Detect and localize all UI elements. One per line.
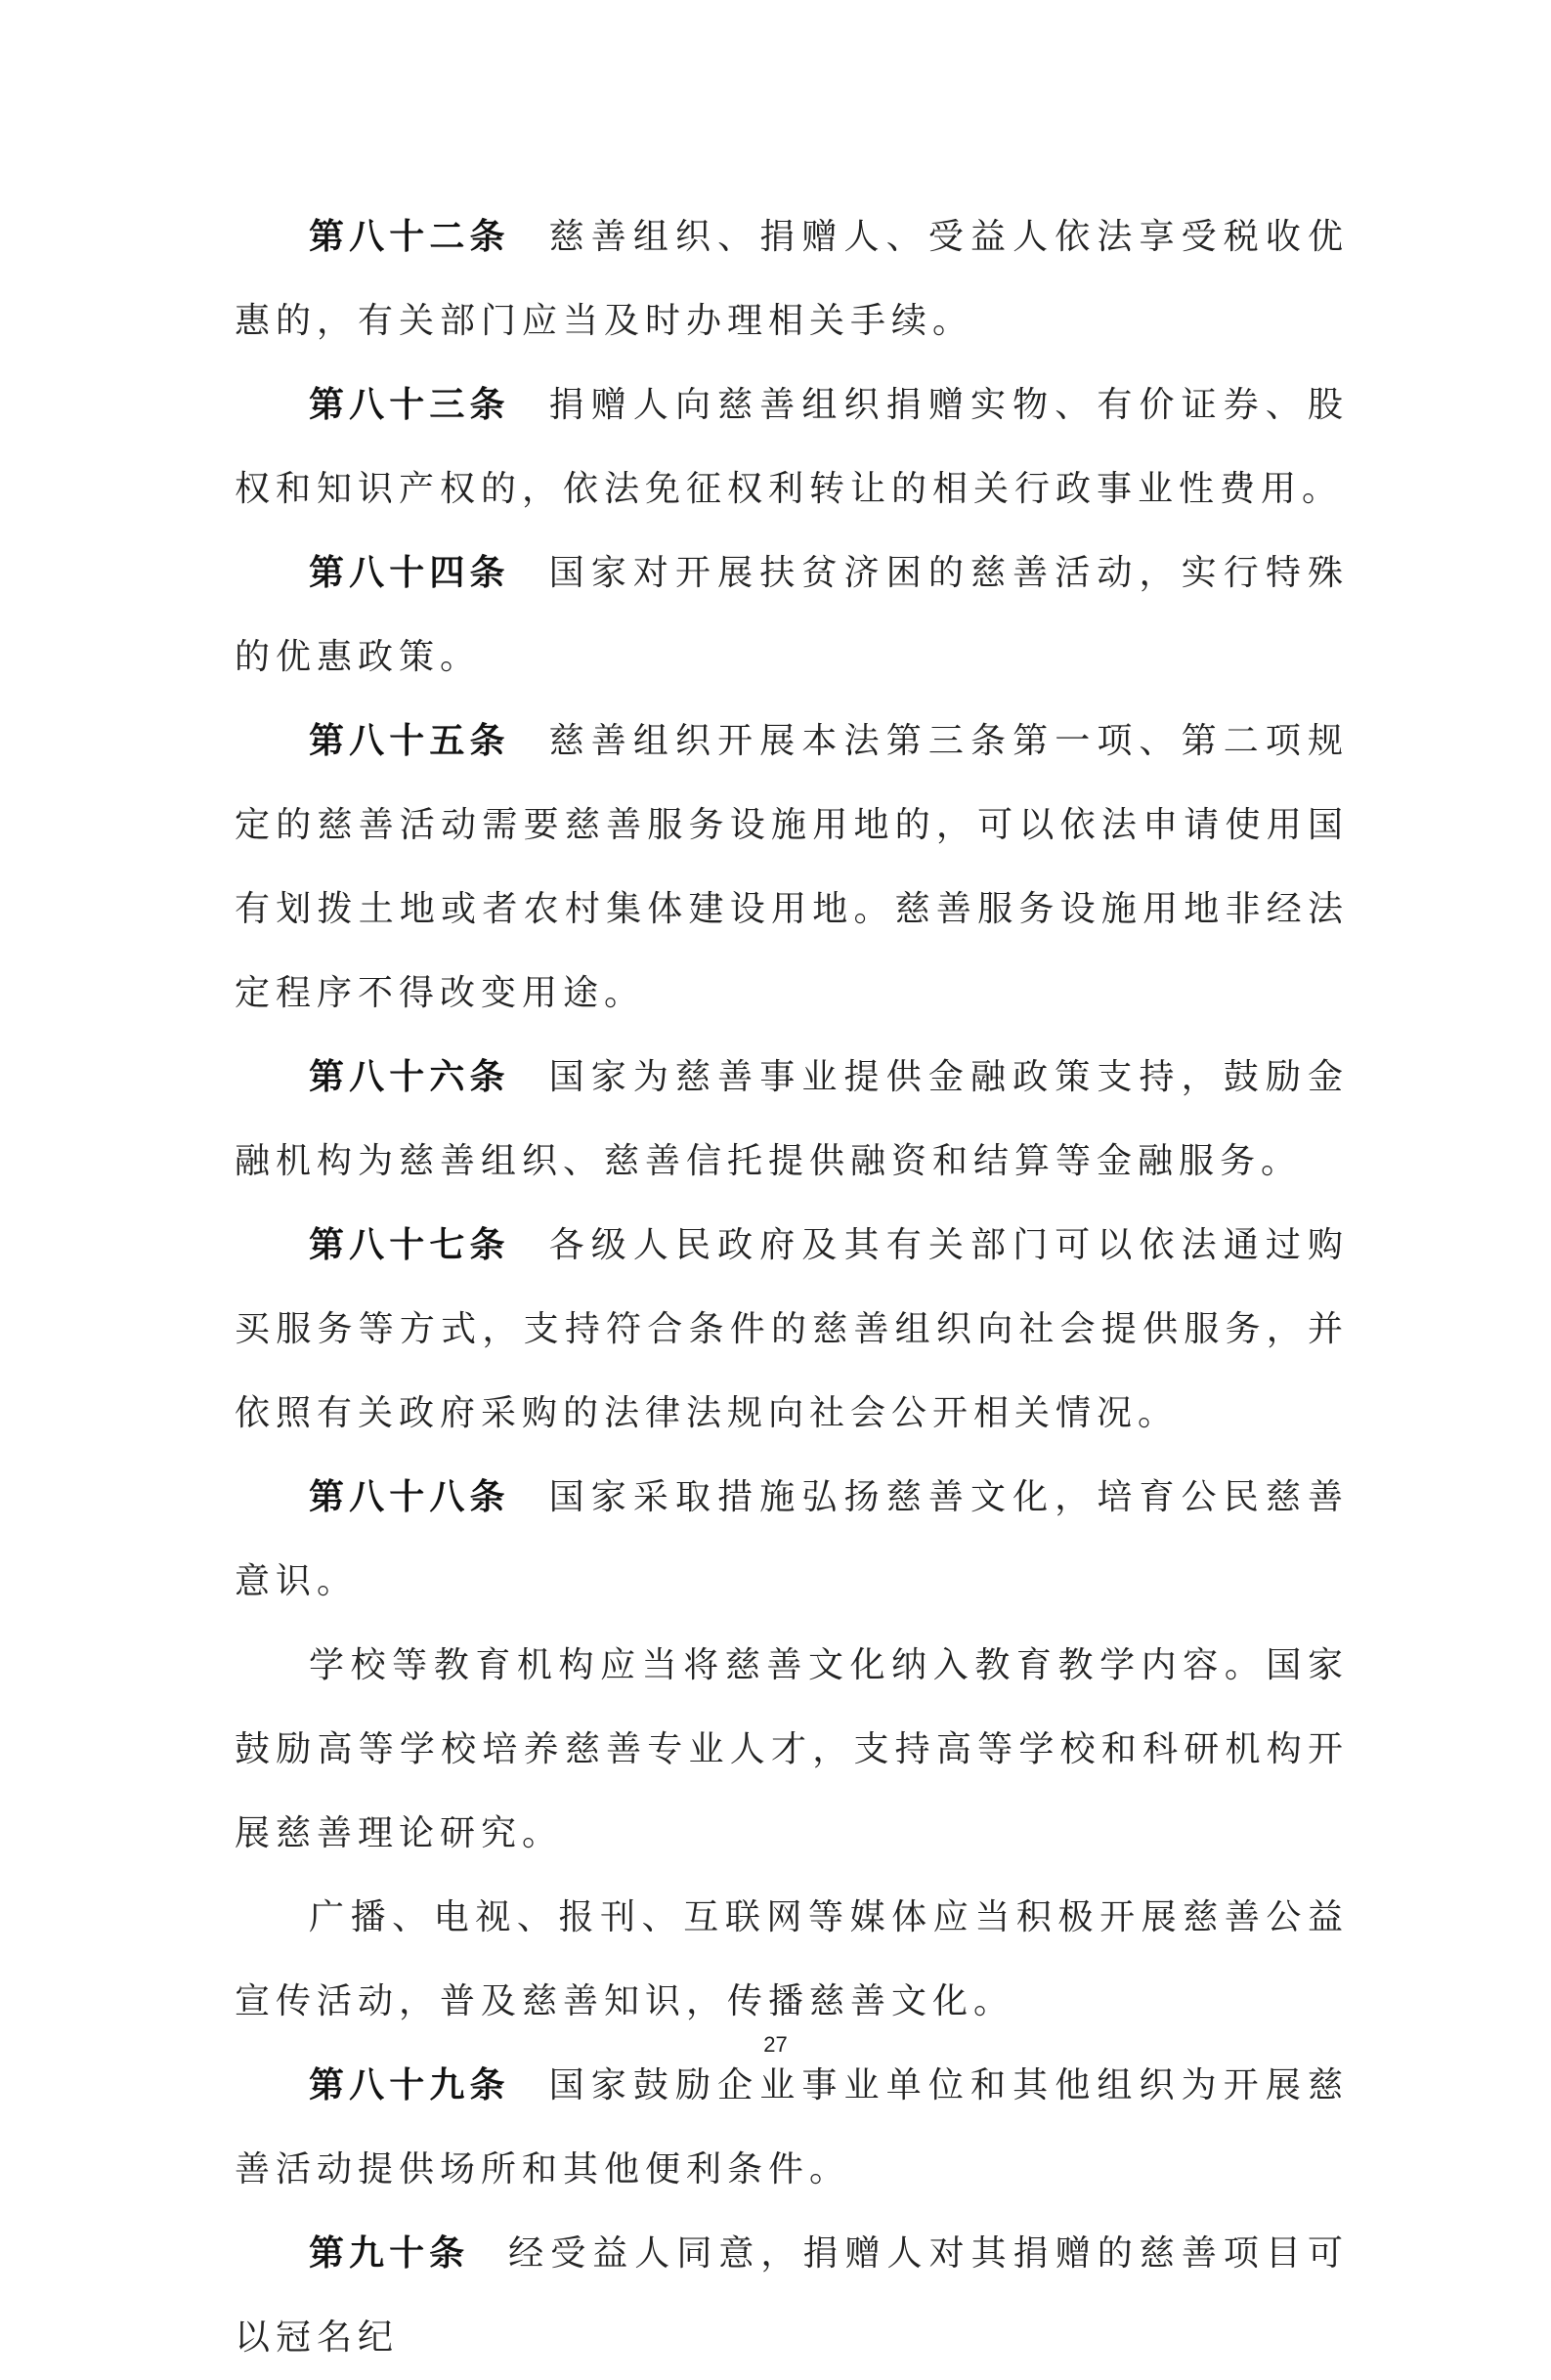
article-label: 第八十三条 bbox=[309, 385, 510, 425]
article-text: 国家对开展扶贫济困的慈善活动，实行特殊的优惠政策。 bbox=[235, 553, 1349, 677]
page-number: 27 bbox=[763, 2032, 788, 2057]
article-text: 国家鼓励企业事业单位和其他组织为开展慈善活动提供场所和其他便利条件。 bbox=[235, 2065, 1349, 2189]
article-label: 第八十七条 bbox=[309, 1225, 510, 1265]
article-88 bbox=[235, 1456, 1349, 1624]
article-89 bbox=[235, 2044, 1349, 2212]
article-text: 慈善组织、捐赠人、受益人依法享受税收优惠的，有关部门应当及时办理相关手续。 bbox=[235, 217, 1349, 341]
article-88-paragraph-3 bbox=[235, 1876, 1349, 2044]
paragraph-text: 学校等教育机构应当将慈善文化纳入教育教学内容。国家鼓励高等学校培养慈善专业人才，支持高等学校和科研机构开展慈善理论研究。 bbox=[235, 1645, 1349, 1853]
article-text: 慈善组织开展本法第三条第一项、第二项规定的慈善活动需要慈善服务设施用地的，可以依法申请使用国有划拨土地或者农村集体建设用地。慈善服务设施用地非经法定程序不得改变用途。 bbox=[235, 721, 1349, 1013]
article-text: 国家采取措施弘扬慈善文化，培育公民慈善意识。 bbox=[235, 1477, 1349, 1601]
article-text: 各级人民政府及其有关部门可以依法通过购买服务等方式，支持符合条件的慈善组织向社会提供服务，并依照有关政府采购的法律法规向社会公开相关情况。 bbox=[235, 1225, 1349, 1433]
article-84 bbox=[235, 531, 1349, 700]
article-label: 第八十五条 bbox=[309, 721, 510, 761]
article-label: 第八十九条 bbox=[309, 2065, 510, 2105]
article-text: 经受益人同意，捐赠人对其捐赠的慈善项目可以冠名纪 bbox=[235, 2233, 1349, 2358]
article-90 bbox=[235, 2212, 1349, 2380]
article-label: 第九十条 bbox=[309, 2233, 470, 2274]
paragraph-text: 广播、电视、报刊、互联网等媒体应当积极开展慈善公益宣传活动，普及慈善知识，传播慈善文化。 bbox=[235, 1897, 1349, 2021]
article-82 bbox=[235, 195, 1349, 363]
article-label: 第八十四条 bbox=[309, 553, 510, 593]
article-88-paragraph-2 bbox=[235, 1624, 1349, 1876]
article-85 bbox=[235, 700, 1349, 1036]
article-text: 捐赠人向慈善组织捐赠实物、有价证券、股权和知识产权的，依法免征权利转让的相关行政事业性费用。 bbox=[235, 385, 1349, 509]
article-label: 第八十八条 bbox=[309, 1477, 510, 1517]
article-label: 第八十二条 bbox=[309, 217, 510, 257]
article-83 bbox=[235, 363, 1349, 531]
article-text: 国家为慈善事业提供金融政策支持，鼓励金融机构为慈善组织、慈善信托提供融资和结算等金融服务。 bbox=[235, 1057, 1349, 1181]
article-label: 第八十六条 bbox=[309, 1057, 510, 1097]
article-87 bbox=[235, 1204, 1349, 1456]
article-86 bbox=[235, 1036, 1349, 1204]
